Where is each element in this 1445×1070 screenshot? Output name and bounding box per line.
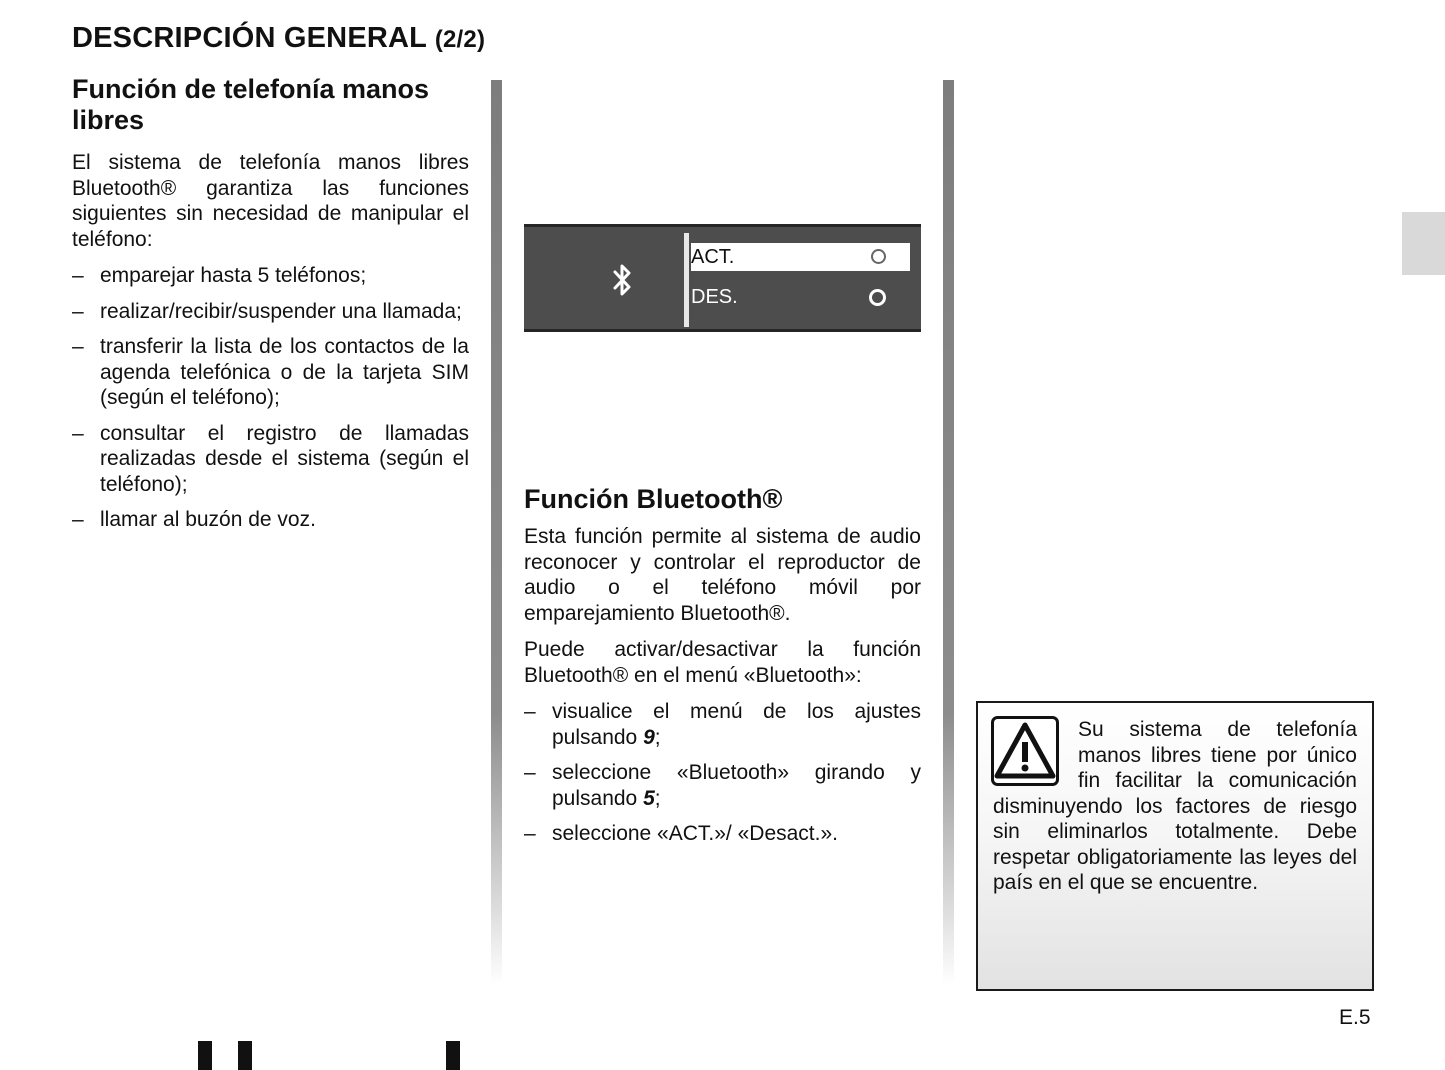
list-dash: –	[524, 700, 536, 723]
list-item	[524, 760, 921, 811]
list-item	[72, 263, 469, 289]
page-title-suffix: (2/2)	[434, 26, 486, 53]
bluetooth-paragraph-2: Puede activar/desactivar la función Bluetooth® en el menú «Bluetooth»:	[524, 638, 921, 687]
warning-text	[993, 717, 1357, 896]
list-item-text: emparejar hasta 5 teléfonos;	[100, 264, 367, 287]
page-title-text: DESCRIPCIÓN GENERAL	[72, 22, 427, 54]
icon-spacer	[993, 717, 1078, 793]
list-dash: –	[72, 508, 84, 531]
bluetooth-heading: Función Bluetooth®	[524, 484, 783, 514]
list-item	[524, 699, 921, 750]
list-dash: –	[72, 264, 84, 287]
page-number: E.5	[1339, 1006, 1371, 1029]
middle-column	[524, 484, 921, 857]
screen-option-label: DES.	[691, 286, 738, 308]
step-key: 5	[643, 786, 655, 810]
column-divider-right	[943, 80, 954, 985]
radio-icon	[869, 289, 886, 306]
bluetooth-icon	[608, 261, 636, 299]
list-item	[72, 421, 469, 498]
list-item	[72, 299, 469, 325]
list-dash: –	[524, 761, 536, 784]
list-dash: –	[524, 822, 536, 845]
list-item	[72, 334, 469, 411]
left-column	[72, 74, 469, 543]
screen-separator	[684, 233, 689, 327]
hands-free-feature-list	[72, 263, 469, 533]
bluetooth-paragraph-1: Esta función permite al sistema de audio reconocer y controlar el reproductor de audio o el teléfono móvil por emparejamiento Bluetooth®.	[524, 525, 921, 625]
radio-icon	[871, 249, 886, 264]
bluetooth-steps-list	[524, 699, 921, 847]
screen-option-act[interactable]	[691, 243, 910, 271]
crop-mark	[446, 1041, 460, 1070]
step-end: ;	[654, 725, 661, 749]
list-item-text: llamar al buzón de voz.	[100, 508, 316, 531]
step-text: visualice el menú de los ajustes pulsando	[552, 700, 921, 749]
step-key: 9	[643, 725, 655, 749]
screen-option-label: ACT.	[691, 246, 735, 268]
hands-free-intro: El sistema de telefonía manos libres Bluetooth® garantiza las funciones siguientes sin necesidad de manipular el teléfono:	[72, 151, 469, 251]
step-text: seleccione «Bluetooth» girando y pulsando	[552, 761, 921, 810]
list-item	[72, 507, 469, 533]
list-dash: –	[72, 421, 84, 445]
warning-box	[976, 701, 1374, 991]
crop-mark	[238, 1041, 252, 1070]
screen-option-des[interactable]	[691, 283, 910, 311]
list-item-text: realizar/recibir/suspender una llamada;	[100, 299, 462, 323]
page-title	[72, 22, 485, 55]
list-item-text: consultar el registro de llamadas realizadas desde el sistema (según el teléfono);	[100, 421, 469, 496]
crop-mark	[198, 1041, 212, 1070]
side-tab	[1402, 212, 1445, 275]
step-text: seleccione «ACT.»/ «Desact.».	[552, 822, 838, 845]
list-item	[524, 821, 921, 847]
list-dash: –	[72, 299, 84, 323]
warning-text-content: Su sistema de telefonía manos libres tiene por único fin facilitar la comunicación disminuyendo los factores de riesgo sin eliminarlos totalmente. Debe respetar obligatoriamente las leyes del país en el que se encuentre.	[993, 718, 1357, 894]
list-dash: –	[72, 335, 84, 358]
hands-free-heading: Función de telefonía manos libres	[72, 74, 430, 135]
column-divider-left	[491, 80, 502, 985]
list-item-text: transferir la lista de los contactos de la agenda telefónica o de la tarjeta SIM (según el teléfono);	[100, 335, 469, 409]
step-end: ;	[654, 786, 661, 810]
bluetooth-screen-illustration	[524, 224, 921, 332]
